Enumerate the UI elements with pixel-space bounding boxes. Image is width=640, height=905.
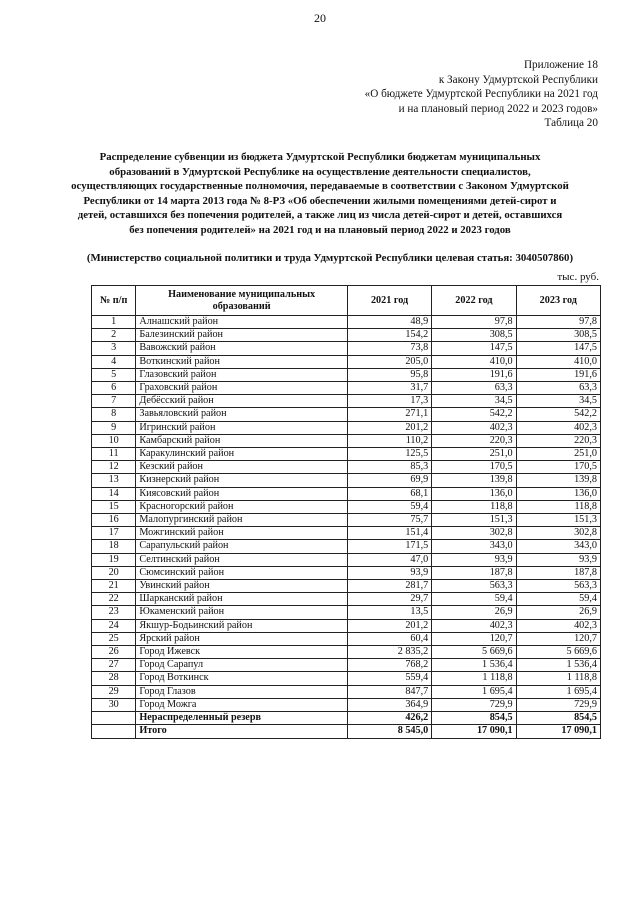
row-value-2022: 729,9 xyxy=(432,698,516,711)
table-row xyxy=(92,434,601,447)
row-number: 27 xyxy=(92,659,136,672)
table-row xyxy=(92,316,601,329)
total-value-2023: 17 090,1 xyxy=(516,725,600,738)
total-name: Итого xyxy=(136,725,348,738)
row-value-2023: 34,5 xyxy=(516,395,600,408)
row-value-2023: 191,6 xyxy=(516,368,600,381)
header-number: № п/п xyxy=(92,286,136,316)
table-row xyxy=(92,566,601,579)
row-value-2023: 151,3 xyxy=(516,514,600,527)
row-value-2022: 34,5 xyxy=(432,395,516,408)
row-number: 2 xyxy=(92,329,136,342)
row-number: 4 xyxy=(92,355,136,368)
row-value-2021: 73,8 xyxy=(347,342,431,355)
total-value-2021: 8 545,0 xyxy=(347,725,431,738)
row-name: Можгинский район xyxy=(136,527,348,540)
row-value-2022: 1 695,4 xyxy=(432,685,516,698)
row-value-2022: 59,4 xyxy=(432,593,516,606)
row-value-2022: 220,3 xyxy=(432,434,516,447)
row-value-2023: 542,2 xyxy=(516,408,600,421)
row-value-2022: 97,8 xyxy=(432,316,516,329)
row-value-2022: 136,0 xyxy=(432,487,516,500)
row-name: Граховский район xyxy=(136,382,348,395)
row-name: Увинский район xyxy=(136,580,348,593)
row-number: 15 xyxy=(92,500,136,513)
row-number: 9 xyxy=(92,421,136,434)
table-row xyxy=(92,606,601,619)
row-number: 17 xyxy=(92,527,136,540)
row-value-2022: 563,3 xyxy=(432,580,516,593)
table-row xyxy=(92,355,601,368)
row-number: 25 xyxy=(92,632,136,645)
row-number: 5 xyxy=(92,368,136,381)
row-value-2022: 343,0 xyxy=(432,540,516,553)
table-row xyxy=(92,553,601,566)
row-value-2023: 5 669,6 xyxy=(516,646,600,659)
row-name: Вавожский район xyxy=(136,342,348,355)
row-value-2023: 120,7 xyxy=(516,632,600,645)
row-value-2023: 1 536,4 xyxy=(516,659,600,672)
row-value-2021: 69,9 xyxy=(347,474,431,487)
row-name: Красногорский район xyxy=(136,500,348,513)
row-value-2022: 402,3 xyxy=(432,619,516,632)
row-number: 12 xyxy=(92,461,136,474)
row-value-2021: 110,2 xyxy=(347,434,431,447)
row-value-2021: 154,2 xyxy=(347,329,431,342)
row-value-2022: 1 536,4 xyxy=(432,659,516,672)
row-name: Сарапульский район xyxy=(136,540,348,553)
table-row xyxy=(92,329,601,342)
reserve-row xyxy=(92,712,601,725)
row-value-2021: 364,9 xyxy=(347,698,431,711)
row-name: Каракулинский район xyxy=(136,448,348,461)
row-number: 24 xyxy=(92,619,136,632)
document-subtitle: (Министерство социальной политики и труда Удмуртской Республики целевая статья: 3040507860) xyxy=(86,252,574,264)
row-value-2022: 170,5 xyxy=(432,461,516,474)
row-value-2023: 308,5 xyxy=(516,329,600,342)
row-value-2021: 201,2 xyxy=(347,619,431,632)
appendix-table-label: Таблица 20 xyxy=(544,117,598,130)
table-row xyxy=(92,474,601,487)
row-value-2022: 139,8 xyxy=(432,474,516,487)
row-number: 23 xyxy=(92,606,136,619)
row-value-2022: 191,6 xyxy=(432,368,516,381)
row-name: Ярский район xyxy=(136,632,348,645)
row-value-2021: 2 835,2 xyxy=(347,646,431,659)
table-row xyxy=(92,342,601,355)
row-value-2021: 17,3 xyxy=(347,395,431,408)
row-value-2022: 26,9 xyxy=(432,606,516,619)
row-number: 16 xyxy=(92,514,136,527)
row-value-2022: 1 118,8 xyxy=(432,672,516,685)
row-number: 6 xyxy=(92,382,136,395)
row-value-2022: 5 669,6 xyxy=(432,646,516,659)
appendix-line: и на плановый период 2022 и 2023 годов» xyxy=(398,102,598,115)
header-name: Наименование муниципальных образований xyxy=(136,286,348,316)
header-2021: 2021 год xyxy=(347,286,431,316)
row-number: 14 xyxy=(92,487,136,500)
row-value-2021: 559,4 xyxy=(347,672,431,685)
row-value-2022: 93,9 xyxy=(432,553,516,566)
row-number: 20 xyxy=(92,566,136,579)
row-value-2023: 343,0 xyxy=(516,540,600,553)
table-row xyxy=(92,632,601,645)
row-value-2021: 171,5 xyxy=(347,540,431,553)
table-row xyxy=(92,659,601,672)
row-value-2021: 125,5 xyxy=(347,448,431,461)
row-value-2022: 151,3 xyxy=(432,514,516,527)
row-value-2023: 59,4 xyxy=(516,593,600,606)
row-value-2021: 151,4 xyxy=(347,527,431,540)
row-number-empty xyxy=(92,725,136,738)
table-row xyxy=(92,487,601,500)
row-name: Алнашский район xyxy=(136,316,348,329)
reserve-name: Нераспределенный резерв xyxy=(136,712,348,725)
row-value-2021: 59,4 xyxy=(347,500,431,513)
row-number: 21 xyxy=(92,580,136,593)
row-value-2023: 63,3 xyxy=(516,382,600,395)
table-body xyxy=(92,316,601,739)
table-header-row xyxy=(92,286,601,316)
reserve-value-2023: 854,5 xyxy=(516,712,600,725)
document-title: Распределение субвенции из бюджета Удмуртской Республики бюджетам муниципальных образований в Удмуртской Республике на осуществление деятельности специалистов, осуществляющих государственные полномочия, передаваемые в соответствии с Законом Удмуртской Республики от 14 марта 2013 года № 8-РЗ «Об обеспечении жилыми помещениями детей-сирот и детей, оставшихся без попечения родителей, а также лиц из числа детей-сирот и детей, оставшихся без попечения родителей» на 2021 год и на плановый период 2022 и 2023 годов xyxy=(71,151,569,236)
row-value-2023: 220,3 xyxy=(516,434,600,447)
row-value-2022: 187,8 xyxy=(432,566,516,579)
row-name: Киясовский район xyxy=(136,487,348,500)
table-row xyxy=(92,382,601,395)
row-name: Город Воткинск xyxy=(136,672,348,685)
row-value-2023: 136,0 xyxy=(516,487,600,500)
row-name: Юкаменский район xyxy=(136,606,348,619)
row-value-2021: 201,2 xyxy=(347,421,431,434)
row-value-2022: 542,2 xyxy=(432,408,516,421)
row-value-2021: 205,0 xyxy=(347,355,431,368)
row-value-2021: 85,3 xyxy=(347,461,431,474)
row-name: Игринский район xyxy=(136,421,348,434)
row-value-2021: 847,7 xyxy=(347,685,431,698)
appendix-line: Приложение 18 xyxy=(523,59,598,71)
row-value-2023: 147,5 xyxy=(516,342,600,355)
row-value-2022: 402,3 xyxy=(432,421,516,434)
row-value-2021: 29,7 xyxy=(347,593,431,606)
row-value-2022: 410,0 xyxy=(432,355,516,368)
units-label: тыс. руб. xyxy=(557,271,599,283)
table-row xyxy=(92,448,601,461)
row-value-2021: 68,1 xyxy=(347,487,431,500)
row-value-2023: 729,9 xyxy=(516,698,600,711)
table-row xyxy=(92,685,601,698)
row-number: 3 xyxy=(92,342,136,355)
table-row xyxy=(92,408,601,421)
row-value-2023: 251,0 xyxy=(516,448,600,461)
row-name: Кезский район xyxy=(136,461,348,474)
row-name: Глазовский район xyxy=(136,368,348,381)
row-value-2021: 13,5 xyxy=(347,606,431,619)
subvention-table xyxy=(91,285,601,739)
row-value-2021: 47,0 xyxy=(347,553,431,566)
row-value-2021: 768,2 xyxy=(347,659,431,672)
row-value-2023: 410,0 xyxy=(516,355,600,368)
reserve-value-2021: 426,2 xyxy=(347,712,431,725)
row-number: 22 xyxy=(92,593,136,606)
row-name: Шарканский район xyxy=(136,593,348,606)
row-value-2023: 302,8 xyxy=(516,527,600,540)
row-name: Город Глазов xyxy=(136,685,348,698)
row-value-2021: 31,7 xyxy=(347,382,431,395)
row-name: Город Сарапул xyxy=(136,659,348,672)
row-value-2021: 281,7 xyxy=(347,580,431,593)
row-number: 18 xyxy=(92,540,136,553)
row-value-2023: 187,8 xyxy=(516,566,600,579)
row-number: 29 xyxy=(92,685,136,698)
row-name: Дебёсский район xyxy=(136,395,348,408)
row-value-2021: 75,7 xyxy=(347,514,431,527)
row-value-2023: 118,8 xyxy=(516,500,600,513)
row-value-2022: 120,7 xyxy=(432,632,516,645)
table-row xyxy=(92,461,601,474)
table-row xyxy=(92,540,601,553)
row-number: 26 xyxy=(92,646,136,659)
row-value-2022: 302,8 xyxy=(432,527,516,540)
row-value-2021: 93,9 xyxy=(347,566,431,579)
table-row xyxy=(92,395,601,408)
row-value-2021: 48,9 xyxy=(347,316,431,329)
row-name: Балезинский район xyxy=(136,329,348,342)
table-row xyxy=(92,593,601,606)
table-row xyxy=(92,368,601,381)
row-value-2023: 97,8 xyxy=(516,316,600,329)
row-number: 8 xyxy=(92,408,136,421)
row-name: Завьяловский район xyxy=(136,408,348,421)
row-name: Сюмсинский район xyxy=(136,566,348,579)
row-number: 11 xyxy=(92,448,136,461)
table-row xyxy=(92,527,601,540)
row-value-2022: 251,0 xyxy=(432,448,516,461)
row-value-2023: 26,9 xyxy=(516,606,600,619)
row-value-2021: 95,8 xyxy=(347,368,431,381)
row-name: Селтинский район xyxy=(136,553,348,566)
row-value-2023: 139,8 xyxy=(516,474,600,487)
row-name: Якшур-Бодьинский район xyxy=(136,619,348,632)
row-number: 13 xyxy=(92,474,136,487)
row-name: Город Можга xyxy=(136,698,348,711)
table-row xyxy=(92,500,601,513)
row-name: Камбарский район xyxy=(136,434,348,447)
table-row xyxy=(92,698,601,711)
row-value-2023: 563,3 xyxy=(516,580,600,593)
row-value-2023: 93,9 xyxy=(516,553,600,566)
row-name: Кизнерский район xyxy=(136,474,348,487)
total-value-2022: 17 090,1 xyxy=(432,725,516,738)
row-value-2023: 402,3 xyxy=(516,421,600,434)
row-value-2023: 1 118,8 xyxy=(516,672,600,685)
row-name: Воткинский район xyxy=(136,355,348,368)
row-value-2023: 402,3 xyxy=(516,619,600,632)
appendix-line: к Закону Удмуртской Республики xyxy=(438,73,598,86)
row-value-2022: 118,8 xyxy=(432,500,516,513)
table-row xyxy=(92,646,601,659)
row-value-2022: 63,3 xyxy=(432,382,516,395)
header-2022: 2022 год xyxy=(432,286,516,316)
table-row xyxy=(92,580,601,593)
appendix-header xyxy=(298,58,598,131)
row-number: 30 xyxy=(92,698,136,711)
row-value-2023: 170,5 xyxy=(516,461,600,474)
total-row xyxy=(92,725,601,738)
row-number: 28 xyxy=(92,672,136,685)
appendix-line: «О бюджете Удмуртской Республики на 2021 год xyxy=(364,88,598,101)
row-value-2023: 1 695,4 xyxy=(516,685,600,698)
row-value-2022: 147,5 xyxy=(432,342,516,355)
row-value-2021: 271,1 xyxy=(347,408,431,421)
page-number: 20 xyxy=(314,11,326,25)
table-row xyxy=(92,514,601,527)
row-number: 19 xyxy=(92,553,136,566)
row-number: 1 xyxy=(92,316,136,329)
row-name: Город Ижевск xyxy=(136,646,348,659)
row-number: 10 xyxy=(92,434,136,447)
header-2023: 2023 год xyxy=(516,286,600,316)
table-row xyxy=(92,672,601,685)
row-number: 7 xyxy=(92,395,136,408)
table-row xyxy=(92,619,601,632)
row-number-empty xyxy=(92,712,136,725)
reserve-value-2022: 854,5 xyxy=(432,712,516,725)
row-value-2021: 60,4 xyxy=(347,632,431,645)
row-value-2022: 308,5 xyxy=(432,329,516,342)
table-row xyxy=(92,421,601,434)
row-name: Малопургинский район xyxy=(136,514,348,527)
